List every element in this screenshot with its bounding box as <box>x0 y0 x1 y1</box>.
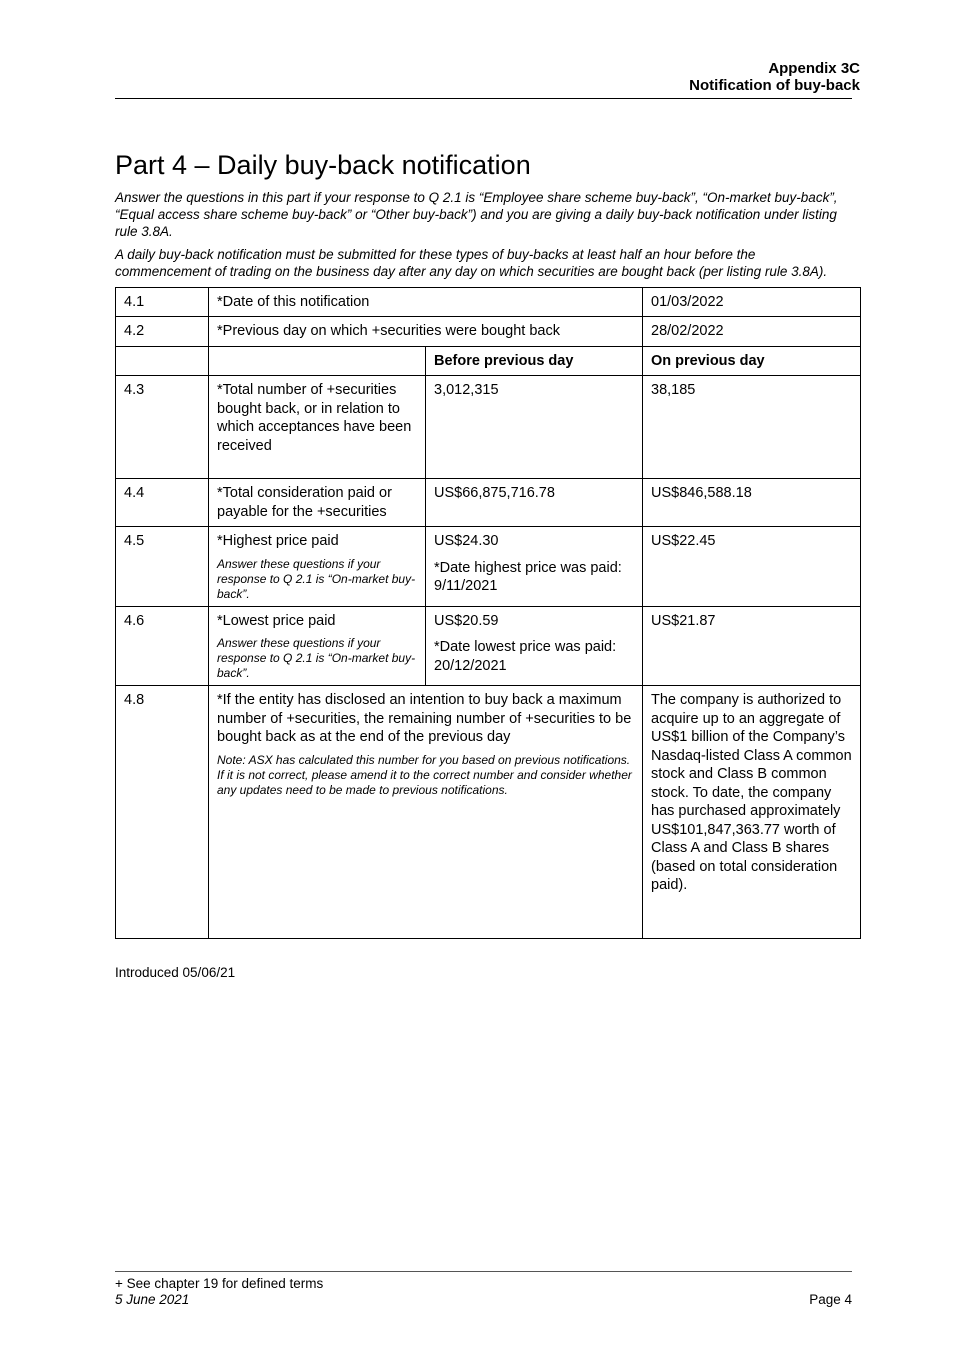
row-number-cell: 4.3 <box>116 376 209 479</box>
row-number-cell: 4.5 <box>116 527 209 607</box>
empty-cell <box>116 347 209 376</box>
before-previous-day-value: 3,012,315 <box>426 376 643 479</box>
before-previous-day-value <box>426 527 643 607</box>
header-divider <box>115 98 852 99</box>
table-row-4-2 <box>116 317 861 347</box>
table-row-4-6 <box>116 606 861 686</box>
row-number-cell: 4.6 <box>116 606 209 686</box>
row-value-cell: 28/02/2022 <box>643 317 861 347</box>
row-label-cell <box>209 606 426 686</box>
row-label-cell: *Total number of +securities bought back, or in relation to which acceptances have been received <box>209 376 426 479</box>
row-condition-note: Answer these questions if your response to Q 2.1 is “On-market buy-back”. <box>217 636 416 680</box>
row-label-cell: *Previous day on which +securities were bought back <box>209 317 643 347</box>
page-footer <box>115 1271 852 1308</box>
row-label-cell <box>209 686 643 939</box>
page-number: Page 4 <box>809 1292 852 1307</box>
table-row-4-5 <box>116 527 861 607</box>
on-previous-day-value: US$21.87 <box>643 606 861 686</box>
row-number-cell: 4.1 <box>116 288 209 317</box>
highest-price-date: *Date highest price was paid: 9/11/2021 <box>434 559 622 594</box>
on-previous-day-value: US$846,588.18 <box>643 479 861 527</box>
buyback-notification-table <box>115 287 861 939</box>
on-previous-day-value: US$22.45 <box>643 527 861 607</box>
before-previous-day-value: US$66,875,716.78 <box>426 479 643 527</box>
row-value-cell: 01/03/2022 <box>643 288 861 317</box>
lowest-price-date: *Date lowest price was paid: 20/12/2021 <box>434 639 617 674</box>
table-row-4-1 <box>116 288 861 317</box>
before-previous-day-value <box>426 606 643 686</box>
appendix-label: Appendix 3C <box>768 60 860 77</box>
asx-calculation-note: Note: ASX has calculated this number for you based on previous notifications. If it is not correct, please amend it to the correct number and consider whether any updates need to be made to previous notifications. <box>217 752 632 797</box>
row-label-cell: *Date of this notification <box>209 288 643 317</box>
row-label: *If the entity has disclosed an intention to buy back a maximum number of +securities, the remaining number of +securities to be bought back as at the end of the previous day <box>217 692 632 745</box>
defined-terms-note: + See chapter 19 for defined terms <box>115 1276 324 1291</box>
highest-price-value: US$24.30 <box>434 533 499 549</box>
footer-date: 5 June 2021 <box>115 1292 190 1307</box>
table-row-4-8 <box>116 686 861 939</box>
footer-divider <box>115 1271 852 1272</box>
table-row-4-4 <box>116 479 861 527</box>
row-number-cell: 4.4 <box>116 479 209 527</box>
row-label-cell: *Total consideration paid or payable for the +securities <box>209 479 426 527</box>
row-label-cell <box>209 527 426 607</box>
document-header <box>115 0 860 94</box>
row-number-cell: 4.8 <box>116 686 209 939</box>
row-label: *Highest price paid <box>217 533 339 549</box>
row-label: *Lowest price paid <box>217 612 336 629</box>
introduced-note: Introduced 05/06/21 <box>115 965 236 980</box>
empty-cell <box>209 347 426 376</box>
row-condition-note: Answer these questions if your response to Q 2.1 is “On-market buy-back”. <box>217 556 416 601</box>
table-row-4-3 <box>116 376 861 479</box>
on-previous-day-value: 38,185 <box>643 376 861 479</box>
intro-paragraph-2: A daily buy-back notification must be submitted for these types of buy-backs at least half an hour before the commencement of trading on the business day after any day on which securities are bought back (per listing rule 3.8A). <box>115 247 828 279</box>
column-header-before-previous-day: Before previous day <box>426 347 643 376</box>
remaining-buyback-authorization-text: The company is authorized to acquire up to an aggregate of US$1 billion of the Company’s Nasdaq-listed Class A common stock and Class B common stock. To date, the company has purchased approximately US$101,847,363.77 worth of Class A and Class B shares (based on total consideration paid). <box>643 686 861 939</box>
table-header-row <box>116 347 861 376</box>
page-title: Part 4 – Daily buy-back notification <box>115 150 531 180</box>
document-subtitle: Notification of buy-back <box>689 77 860 94</box>
intro-paragraph-1: Answer the questions in this part if your response to Q 2.1 is “Employee share scheme buy-back”, “On-market buy-back”, “Equal access share scheme buy-back” or “Other buy-back”) and you are giving a daily buy-back notification under listing rule 3.8A. <box>115 190 838 239</box>
column-header-on-previous-day: On previous day <box>643 347 861 376</box>
row-number-cell: 4.2 <box>116 317 209 347</box>
lowest-price-value: US$20.59 <box>434 612 499 629</box>
